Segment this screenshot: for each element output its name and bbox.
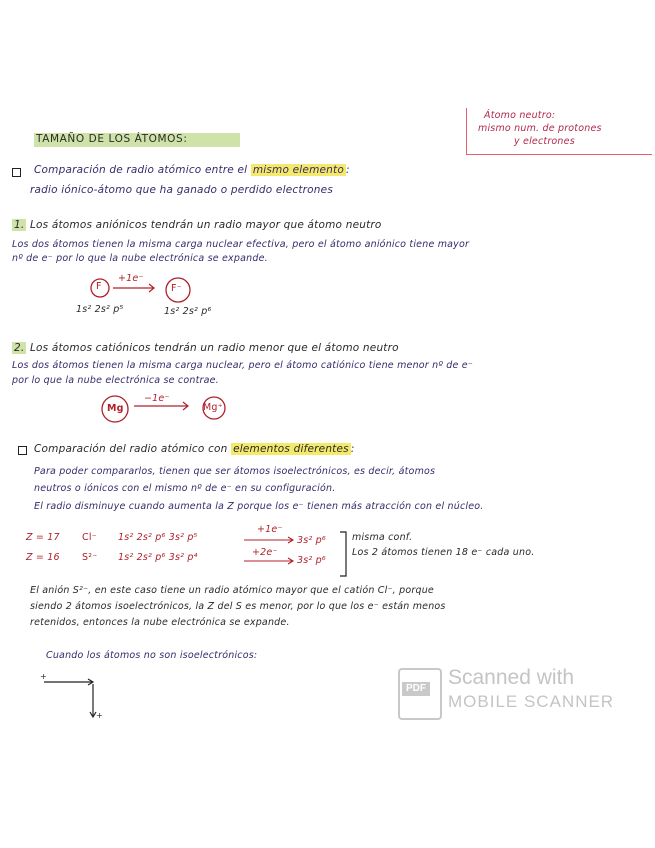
point2-line-2: por lo que la nube electrónica se contrae. xyxy=(12,375,219,386)
note-line-1: Átomo neutro: xyxy=(484,110,556,121)
section2-heading xyxy=(34,443,355,455)
watermark-line-1: Scanned with xyxy=(448,666,575,689)
final-line-1: Cuando los átomos no son isoelectrónicos: xyxy=(46,650,258,661)
section1-heading-text: Comparación de radio atómico entre el xyxy=(34,164,248,176)
pdf-icon-label: PDF xyxy=(402,682,430,696)
point1-config-right: 1s² 2s² p⁶ xyxy=(164,306,212,317)
conclusion-line-1: El anión S²⁻, en este caso tiene un radio atómico mayor que el catión Cl⁻, porque xyxy=(30,585,434,596)
example-row2-config: 1s² 2s² p⁶ 3s² p⁴ xyxy=(118,552,198,563)
example-bracket xyxy=(340,532,346,576)
example-row2-ion: S²⁻ xyxy=(82,552,98,563)
section2-line-2: neutros o iónicos con el mismo nº de e⁻ en su configuración. xyxy=(34,483,336,494)
example-row2-result: 3s² p⁶ xyxy=(297,555,326,566)
example-row1-arrow-label: +1e⁻ xyxy=(257,524,283,535)
section2-line-1: Para poder compararlos, tienen que ser átomos isoelectrónicos, es decir, átomos xyxy=(34,466,436,477)
radius-trend-arrows xyxy=(36,676,116,726)
point1-arrow-label: +1e⁻ xyxy=(118,273,144,284)
point1-line-2: nº de e⁻ por lo que la nube electrónica se expande. xyxy=(12,253,268,264)
section2-heading-colon: : xyxy=(350,443,355,455)
example-row1-z: Z = 17 xyxy=(26,532,60,543)
point1-atom-left: F xyxy=(96,281,102,292)
point2-heading xyxy=(12,342,399,354)
point2-atom-right: Mg⁺ xyxy=(203,402,223,413)
point1-heading-text: Los átomos aniónicos tendrán un radio mayor que átomo neutro xyxy=(29,219,382,231)
watermark-line-2: MOBILE SCANNER xyxy=(448,692,615,711)
note-line-2: mismo num. de protones xyxy=(478,123,602,134)
section1-heading-colon: : xyxy=(345,164,350,176)
point1-heading xyxy=(12,219,382,231)
example-row1-ion: Cl⁻ xyxy=(82,532,97,543)
point2-line-1: Los dos átomos tienen la misma carga nuclear, pero el átomo catiónico tiene menor nº de e⁻ xyxy=(12,360,474,371)
point1-number: 1. xyxy=(14,219,25,231)
example-row1-result: 3s² p⁶ xyxy=(297,535,326,546)
example-bracket-note-2: Los 2 átomos tienen 18 e⁻ cada uno. xyxy=(352,547,535,558)
example-bracket-note-1: misma conf. xyxy=(352,532,413,543)
point1-atom-right: F⁻ xyxy=(171,283,182,294)
example-row2-z: Z = 16 xyxy=(26,552,60,563)
note-line-3: y electrones xyxy=(514,136,575,147)
section2-line-3: El radio disminuye cuando aumenta la Z porque los e⁻ tienen más atracción con el núcleo. xyxy=(34,501,484,512)
section1-bullet xyxy=(12,168,21,177)
point2-heading-text: Los átomos catiónicos tendrán un radio menor que el átomo neutro xyxy=(29,342,399,354)
section1-subheading: radio iónico-átomo que ha ganado o perdido electrones xyxy=(30,184,333,196)
point1-config-left: 1s² 2s² p⁵ xyxy=(76,304,124,315)
pdf-icon xyxy=(398,668,442,720)
point2-atom-left: Mg xyxy=(107,403,124,414)
conclusion-line-2: siendo 2 átomos isoelectrónicos, la Z del S es menor, por lo que los e⁻ están menos xyxy=(30,601,446,612)
trend-plus-left: + xyxy=(40,672,47,681)
page-title: TAMAÑO DE LOS ÁTOMOS: xyxy=(36,133,188,145)
point2-arrow-label: −1e⁻ xyxy=(144,393,170,404)
section1-heading xyxy=(34,164,350,176)
point2-number: 2. xyxy=(14,342,25,354)
point1-line-1: Los dos átomos tienen la misma carga nuclear efectiva, pero el átomo aniónico tiene mayor xyxy=(12,239,470,250)
example-row1-config: 1s² 2s² p⁶ 3s² p⁵ xyxy=(118,532,198,543)
example-arrows xyxy=(236,530,356,580)
section2-heading-highlight: elementos diferentes xyxy=(233,443,349,455)
section2-bullet xyxy=(18,446,27,455)
conclusion-line-3: retenidos, entonces la nube electrónica se expande. xyxy=(30,617,290,628)
scanner-watermark xyxy=(398,664,628,720)
example-row2-arrow-label: +2e⁻ xyxy=(252,547,278,558)
trend-plus-bottom: + xyxy=(96,711,103,720)
section2-heading-text: Comparación del radio atómico con xyxy=(34,443,228,455)
section1-heading-highlight: mismo elemento xyxy=(252,164,344,176)
